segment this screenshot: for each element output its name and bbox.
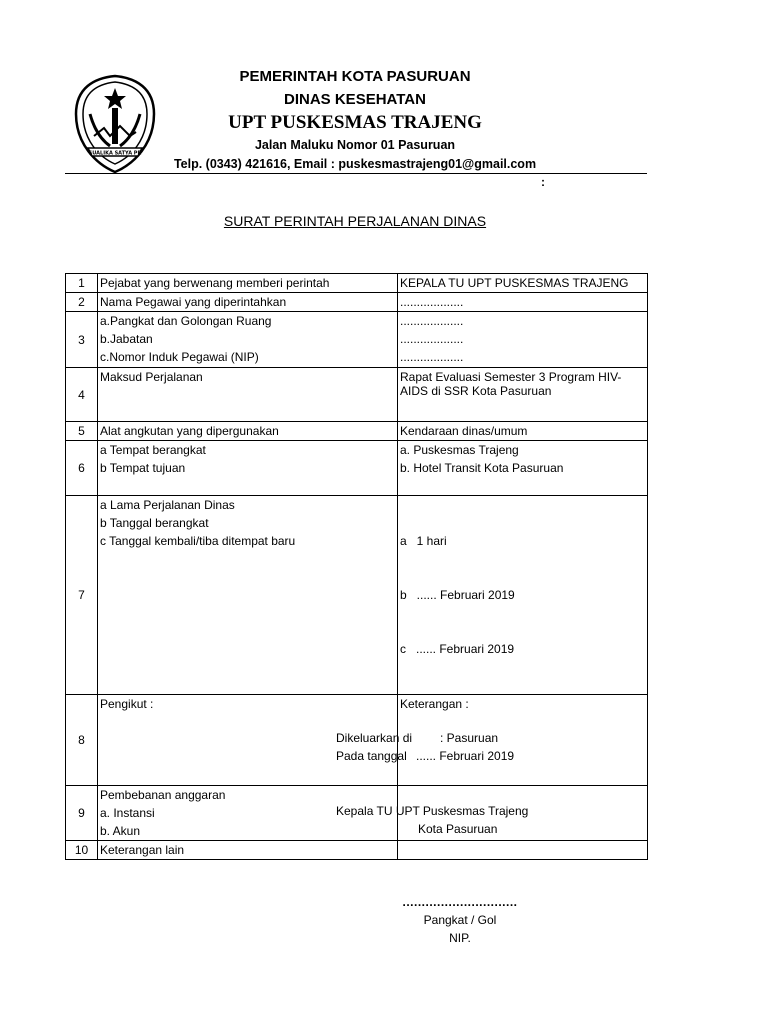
travel-order-table [65, 273, 648, 860]
signer-title: Kepala TU UPT Puskesmas Trajeng [336, 804, 529, 818]
row-label: Nama Pegawai yang diperintahkan [98, 293, 398, 312]
signer-nip: NIP. [449, 931, 471, 945]
header-address: Jalan Maluku Nomor 01 Pasuruan [254, 138, 456, 152]
position-label: b.Jabatan [100, 332, 153, 346]
row-value: Rapat Evaluasi Semester 3 Program HIV-AIDS di SSR Kota Pasuruan [398, 368, 648, 422]
nip-label: c.Nomor Induk Pegawai (NIP) [100, 350, 259, 364]
row-number: 8 [66, 695, 98, 786]
row-label: Pembebanan anggaran a. Instansi b. Akun [98, 786, 398, 841]
row-label: a Lama Perjalanan Dinas b Tanggal berangkat c Tanggal kembali/tiba ditempat baru [98, 496, 398, 695]
issued-place-label: Dikeluarkan di [336, 731, 413, 745]
header-contact: Telp. (0343) 421616, Email : puskesmastrajeng01@gmail.com [173, 157, 537, 171]
row-value: ................... [398, 293, 648, 312]
row-value [398, 841, 648, 860]
row-number: 3 [66, 312, 98, 368]
table-row [66, 312, 648, 368]
row-number: 4 [66, 368, 98, 422]
row-number: 6 [66, 441, 98, 496]
row-label: a Tempat berangkat b Tempat tujuan [98, 441, 398, 496]
header-colon: : [541, 175, 545, 189]
row-label: Alat angkutan yang dipergunakan [98, 422, 398, 441]
row-number: 7 [66, 496, 98, 695]
row-value: KEPALA TU UPT PUSKESMAS TRAJENG [398, 274, 648, 293]
row-label: Keterangan lain [98, 841, 398, 860]
issued-date-value: ...... Februari 2019 [416, 749, 515, 763]
row-label: Maksud Perjalanan [98, 368, 398, 422]
row-value: a 1 hari b ...... Februari 2019 c ...... Februari 2019 [398, 496, 648, 695]
row-value: ................... ................... ................... [398, 312, 648, 368]
row-value: Keterangan : [398, 695, 648, 786]
row-label: Pejabat yang berwenang memberi perintah [98, 274, 398, 293]
row-label: Pengikut : [98, 695, 398, 786]
signer-city: Kota Pasuruan [418, 822, 498, 836]
document-title: SURAT PERINTAH PERJALANAN DINAS [223, 213, 487, 229]
table-row [66, 274, 648, 293]
table-row [66, 841, 648, 860]
issued-date-label: Pada tanggal [336, 749, 407, 763]
table-row [66, 293, 648, 312]
row-value: a. Puskesmas Trajeng b. Hotel Transit Kota Pasuruan [398, 441, 648, 496]
table-row [66, 441, 648, 496]
row-number: 1 [66, 274, 98, 293]
signer-rank: Pangkat / Gol [423, 913, 497, 927]
header-government: PEMERINTAH KOTA PASURUAN [239, 68, 471, 85]
signature-line: .............................. [402, 895, 518, 909]
row-number: 5 [66, 422, 98, 441]
row-number: 9 [66, 786, 98, 841]
issued-place-value: : Pasuruan [440, 731, 499, 745]
logo-motto: SUALIKA SATYA PR [88, 150, 142, 157]
table-row [66, 496, 648, 695]
city-seal-logo [74, 74, 156, 174]
header-institution: UPT PUSKESMAS TRAJENG [228, 112, 482, 133]
row-number: 2 [66, 293, 98, 312]
row-number: 10 [66, 841, 98, 860]
header-divider [65, 173, 647, 174]
table-row [66, 422, 648, 441]
rank-label: a.Pangkat dan Golongan Ruang [100, 314, 272, 328]
header-department: DINAS KESEHATAN [284, 91, 426, 108]
row-value: Kendaraan dinas/umum [398, 422, 648, 441]
table-row [66, 368, 648, 422]
row-label [98, 312, 398, 368]
